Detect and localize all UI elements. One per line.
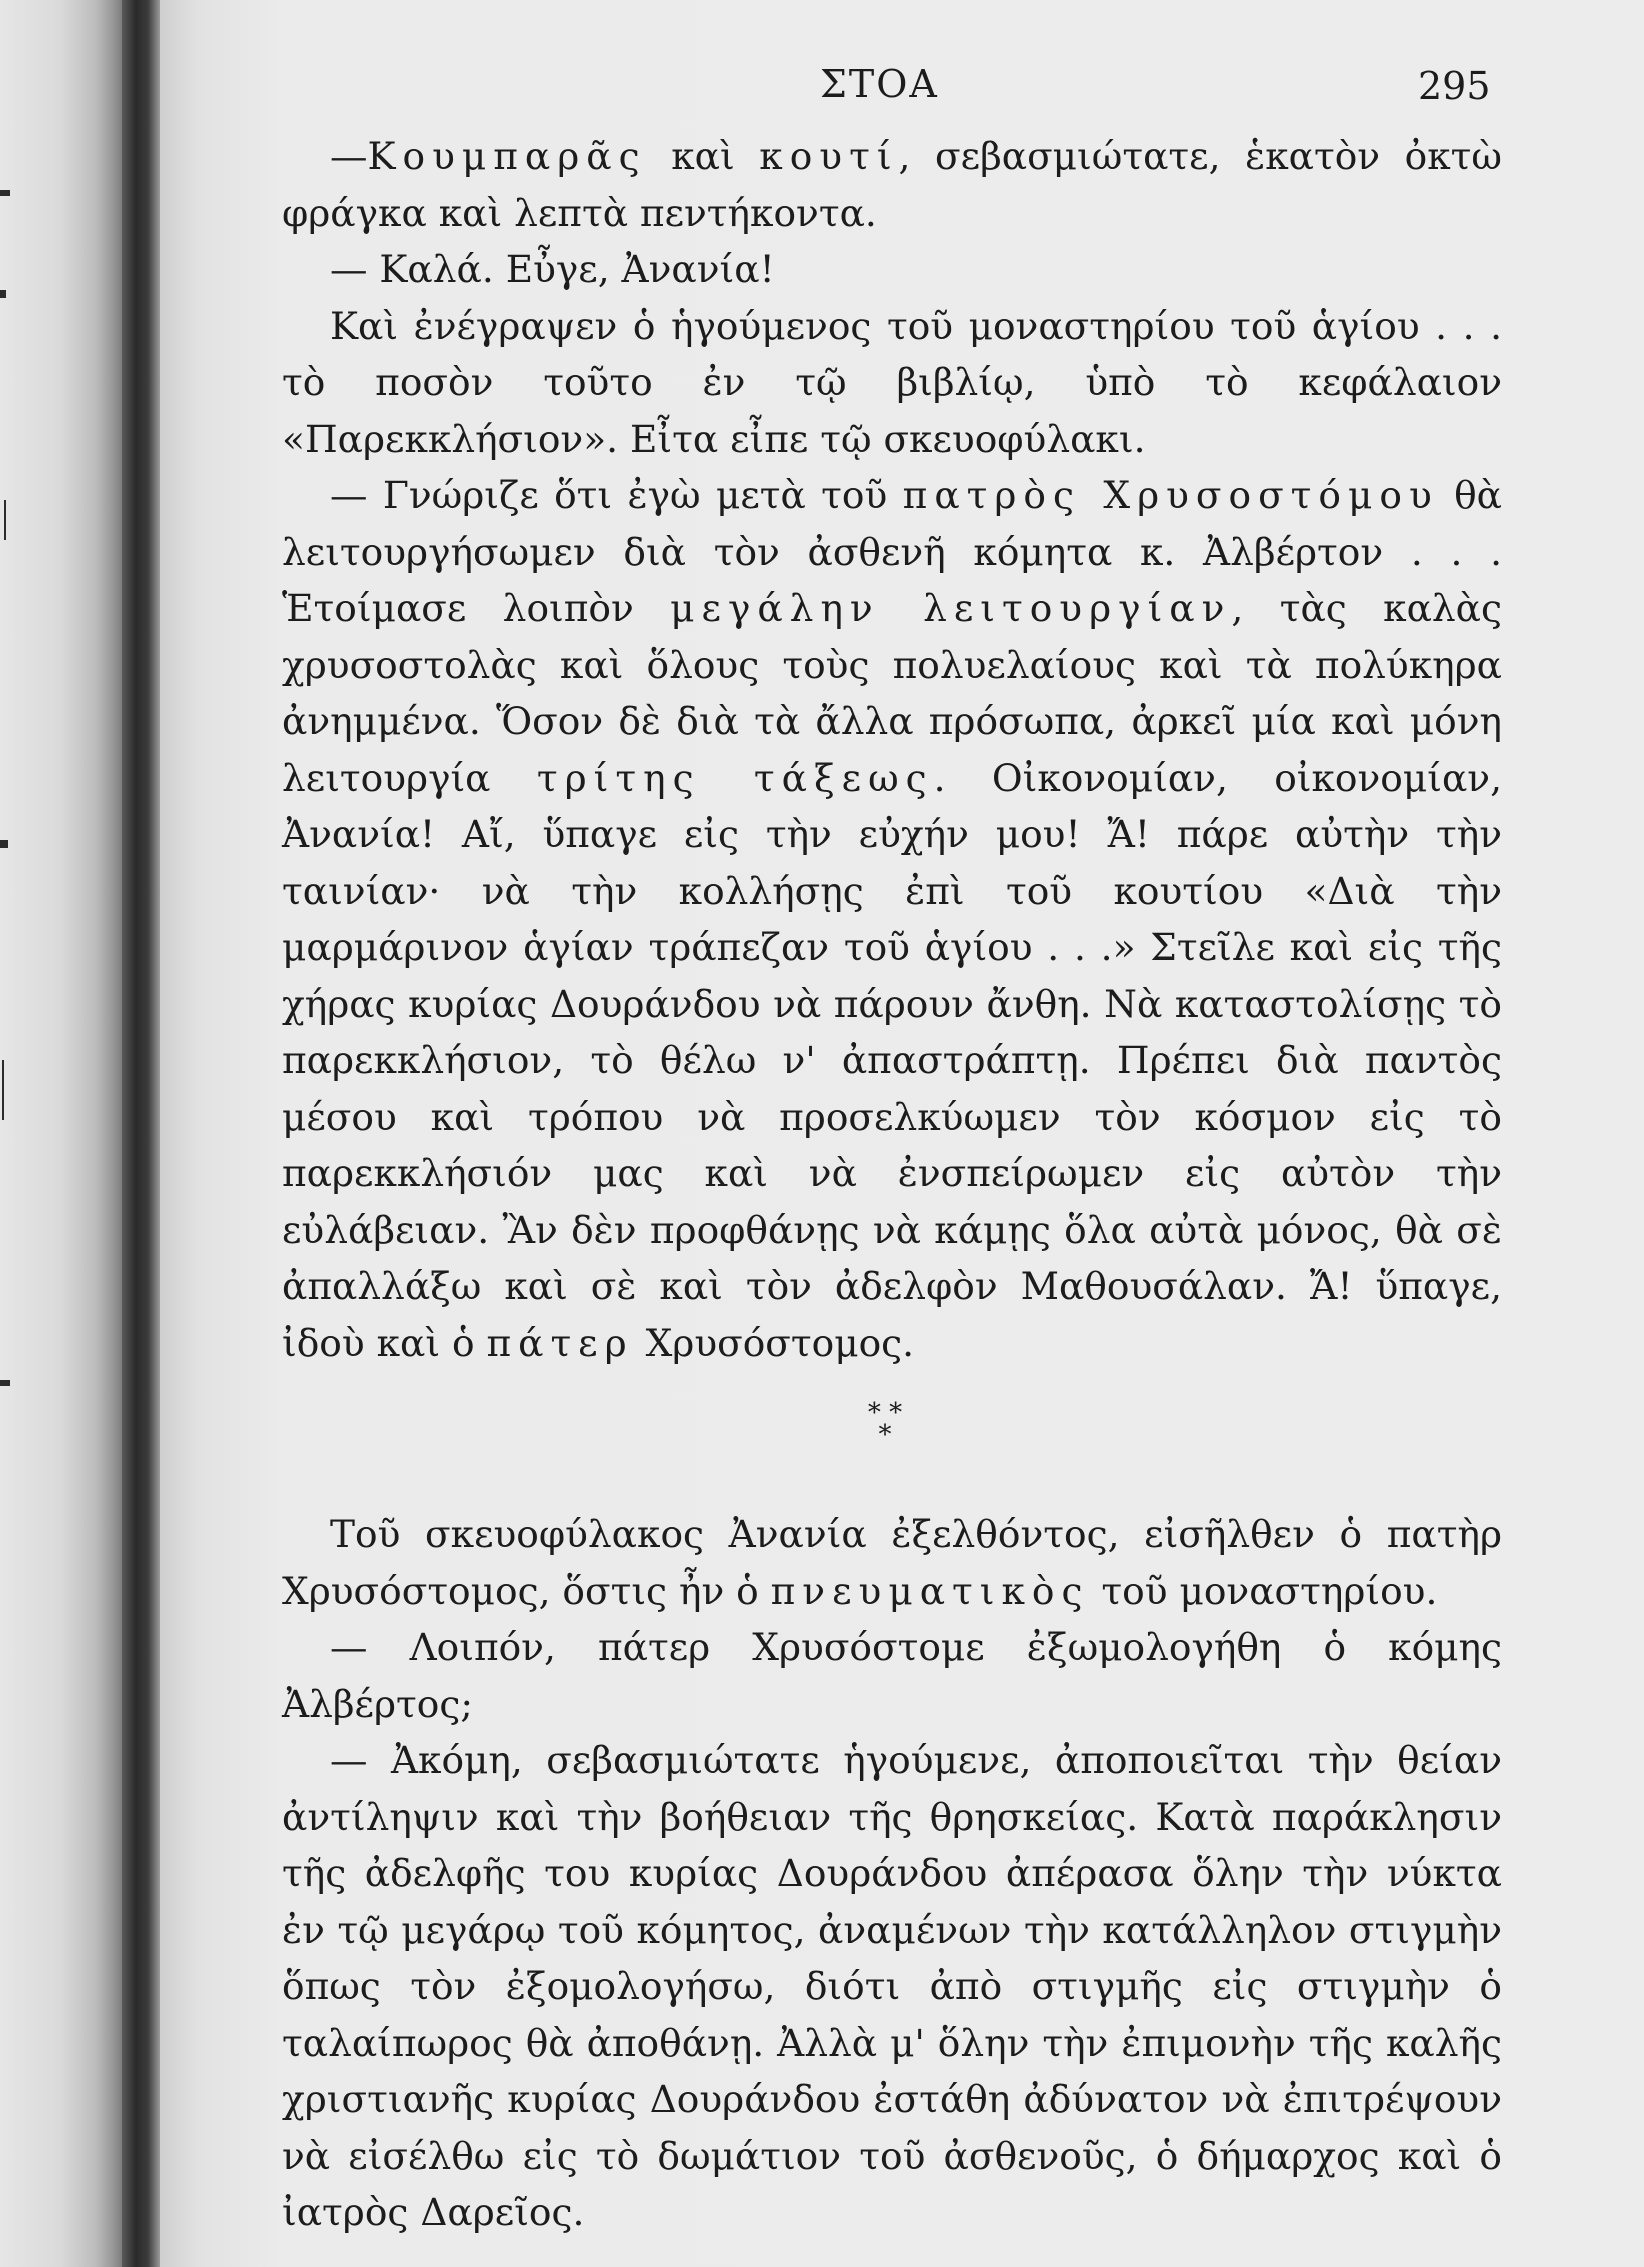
text-run: Χρυσόστομος. xyxy=(633,1320,915,1365)
paragraph: —Κουμπαρᾶς καὶ κουτί, σεβασμιώτατε, ἑκατὸν ὀκτὼ φράγκα καὶ λεπτὰ πεντήκοντα. xyxy=(282,134,1503,235)
margin-mark xyxy=(0,190,10,196)
margin-mark xyxy=(0,290,6,298)
section-separator xyxy=(845,1398,925,1472)
text-run: , σεβασμιώτατε, ἑκατὸν ὀκτὼ φράγκα καὶ λεπτὰ πεντήκοντα. xyxy=(282,134,1503,235)
paragraph: Καὶ ἐνέγραψεν ὁ ἡγούμενος τοῦ μοναστηρίου τοῦ ἁγίου . . . τὸ ποσὸν τοῦτο ἐν τῷ βιβλίῳ, ὑπὸ τὸ κεφάλαιον «Παρεκκλήσιον». Εἶτα εἶπε τῷ σκευοφύλακι. xyxy=(282,303,1502,461)
spaced-text: πατρὸς Χρυσοστόμου xyxy=(902,473,1439,517)
spaced-text: κουτί xyxy=(759,134,899,178)
text-run: καὶ xyxy=(646,134,760,178)
text-run: θὰ λειτουργήσωμεν διὰ τὸν ἀσθενῆ κόμητα κ. Ἀλβέρτον . . . Ἑτοίμασε λοιπὸν xyxy=(282,473,1503,630)
facing-page-edge xyxy=(0,0,122,2267)
text-run: τοῦ μοναστηρίου. xyxy=(1089,1568,1438,1613)
spaced-text: πάτερ xyxy=(486,1320,634,1365)
paragraph: — Καλά. Εὖγε, Ἀνανία! xyxy=(330,247,775,291)
spaced-text: Κουμπαρᾶς xyxy=(367,134,647,178)
asterisk-bottom: * xyxy=(878,1420,892,1450)
body-text-section-2 xyxy=(282,1506,1502,2241)
paragraph xyxy=(282,467,1502,1371)
text-run: Τοῦ σκευοφύλακος Ἀνανία ἐξελθόντος, εἰσῆλθεν ὁ πατὴρ Χρυσόστομος, ὅστις ἦν ὁ xyxy=(282,1512,1502,1613)
margin-mark xyxy=(0,1380,10,1386)
spaced-text: τρίτης τάξεως xyxy=(536,755,934,800)
margin-mark xyxy=(4,500,6,540)
text-run: , τὰς καλὰς χρυσοστολὰς καὶ ὅλους τοὺς πολυελαίους καὶ τὰ πολύκηρα ἀνημμένα. Ὅσον δὲ διὰ τὰ ἄλλα πρόσωπα, ἀρκεῖ μία καὶ μόνη λειτουργία xyxy=(282,586,1503,800)
page-number: 295 xyxy=(1418,64,1491,108)
spaced-text: πνευματικὸς xyxy=(770,1568,1090,1613)
margin-mark xyxy=(2,1060,4,1120)
page-header xyxy=(0,62,1644,122)
paragraph xyxy=(282,1506,1502,1619)
text-run: . Οἰκονομίαν, οἰκονομίαν, Ἀνανία! Αἴ, ὕπαγε εἰς τὴν εὐχήν μου! Ἄ! πάρε αὐτὴν τὴν ταινίαν· νὰ τὴν κολλήσῃς ἐπὶ τοῦ κουτίου «Διὰ τὴν μαρμάρινον ἁγίαν τράπεζαν τοῦ ἁγίου . . .» Στεῖλε καὶ εἰς τῆς χήρας κυρίας Δουράνδου νὰ πάρουν ἄνθη. Νὰ καταστολίσῃς τὸ παρεκκλήσιον, τὸ θέλω ν' ἀπαστράπτῃ. Πρέπει διὰ παντὸς μέσου καὶ τρόπου νὰ προσελκύωμεν τὸν κόσμον εἰς τὸ παρεκκλήσιόν μας καὶ νὰ ἐνσπείρωμεν εἰς αὐτὸν τὴν εὐλάβειαν. Ἂν δὲν προφθάνῃς νὰ κάμῃς ὅλα αὐτὰ μόνος, θὰ σὲ ἀπαλλάξω καὶ σὲ καὶ τὸν ἀδελφὸν Μαθουσάλαν. Ἄ! ὕπαγε, ἰδοὺ καὶ ὁ xyxy=(282,755,1502,1365)
paragraph: — Ἀκόμη, σεβασμιώτατε ἡγούμενε, ἀποποιεῖται τὴν θείαν ἀντίληψιν καὶ τὴν βοήθειαν τῆς θρησκείας. Κατὰ παράκλησιν τῆς ἀδελφῆς του κυρίας Δουράνδου ἀπέρασα ὅλην τὴν νύκτα ἐν τῷ μεγάρῳ τοῦ κόμητος, ἀναμένων τὴν κατάλληλον στιγμὴν ὅπως τὸν ἐξομολογήσω, διότι ἀπὸ στιγμῆς εἰς στιγμὴν ὁ ταλαίπωρος θὰ ἀποθάνῃ. Ἀλλὰ μ' ὅλην τὴν ἐπιμονὴν τῆς καλῆς χριστιανῆς κυρίας Δουράνδου ἐστάθη ἀδύνατον νὰ ἐπιτρέψουν νὰ εἰσέλθω εἰς τὸ δωμάτιον τοῦ ἀσθενοῦς, ὁ δήμαρχος καὶ ὁ ἰατρὸς Δαρεῖος. xyxy=(282,1738,1502,2234)
book-gutter xyxy=(122,0,160,2267)
paragraph: — Λοιπόν, πάτερ Χρυσόστομε ἐξωμολογήθη ὁ κόμης Ἀλβέρτος; xyxy=(282,1625,1502,1726)
spaced-text: μεγάλην λειτουργίαν xyxy=(670,586,1232,630)
margin-mark xyxy=(0,840,8,848)
running-title: ΣΤΟΑ xyxy=(820,62,939,106)
text-run: — Γνώριζε ὅτι ἐγὼ μετὰ τοῦ xyxy=(330,473,903,517)
asterisks-top: * * xyxy=(867,1398,903,1428)
body-text-section-1 xyxy=(282,128,1502,1371)
